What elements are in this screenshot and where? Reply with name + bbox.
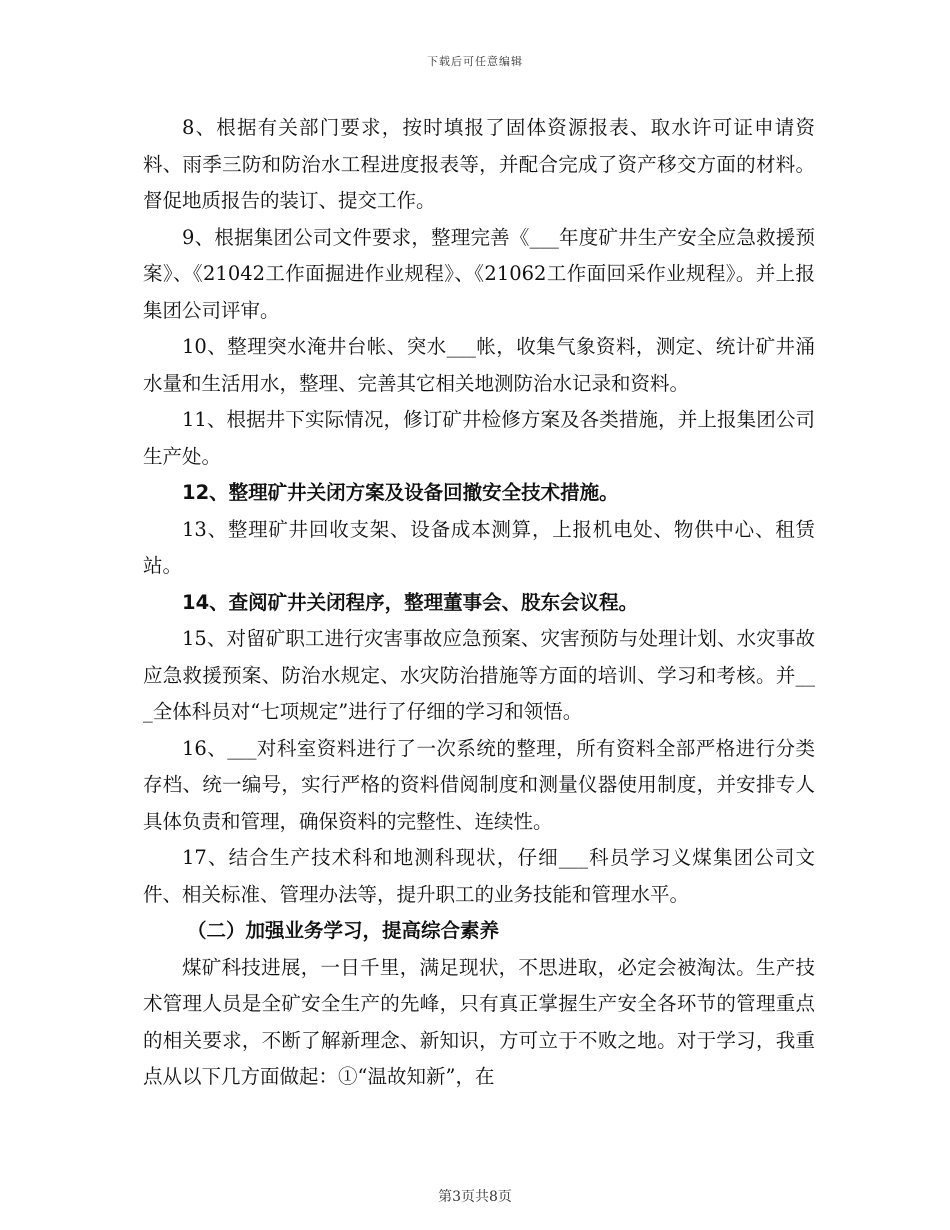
paragraph-9: 9、根据集团公司文件要求，整理完善《___年度矿井生产安全应急救援预案》、《21042工作面掘进作业规程》、《21062工作面回采作业规程》。并上报集团公司评审。	[143, 225, 815, 322]
paragraph-17: 17、结合生产技术科和地测科现状，仔细___科员学习义煤集团公司文件、相关标准、管理办法等，提升职工的业务技能和管理水平。	[143, 846, 815, 906]
paragraph-10: 10、整理突水淹井台帐、突水___帐，收集气象资料，测定、统计矿井涌水量和生活用水，整理、完善其它相关地测防治水记录和资料。	[143, 335, 815, 395]
page-number: 第3页共8页	[438, 1189, 512, 1205]
page-header: 下载后可任意编辑	[427, 55, 523, 68]
document-body	[143, 110, 815, 1096]
paragraph-8: 8、根据有关部门要求，按时填报了固体资源报表、取水许可证申请资料、雨季三防和防治水工程进度报表等，并配合完成了资产移交方面的材料。督促地质报告的装订、提交工作。	[143, 116, 815, 212]
paragraph-13: 13、整理矿井回收支架、设备成本测算，上报机电处、物供中心、租赁站。	[143, 517, 815, 577]
paragraph-14: 14、查阅矿井关闭程序，整理董事会、股东会议程。	[182, 590, 639, 614]
paragraph-16: 16、___对科室资料进行了一次系统的整理，所有资料全部严格进行分类存档、统一编号，实行严格的资料借阅制度和测量仪器使用制度，并安排专人具体负责和管理，确保资料的完整性、连续性。	[143, 736, 815, 833]
paragraph-study: 煤矿科技进展，一日千里，满足现状，不思进取，必定会被淘汰。生产技术管理人员是全矿安全生产的先峰，只有真正掌握生产安全各环节的管理重点的相关要求，不断了解新理念、新知识，方可立于不败之地。对于学习，我重点从以下几方面做起：①“温故知新”，在	[143, 955, 815, 1088]
paragraph-11: 11、根据井下实际情况，修订矿井检修方案及各类措施，并上报集团公司生产处。	[143, 408, 815, 468]
paragraph-12: 12、整理矿井关闭方案及设备回撤安全技术措施。	[182, 481, 619, 504]
paragraph-15: 15、对留矿职工进行灾害事故应急预案、灾害预防与处理计划、水灾事故应急救援预案、防治水规定、水灾防治措施等方面的培训、学习和考核。并___全体科员对“七项规定”进行了仔细的学习和领悟。	[143, 627, 815, 723]
section-heading: （二）加强业务学习，提高综合素养	[187, 919, 500, 942]
